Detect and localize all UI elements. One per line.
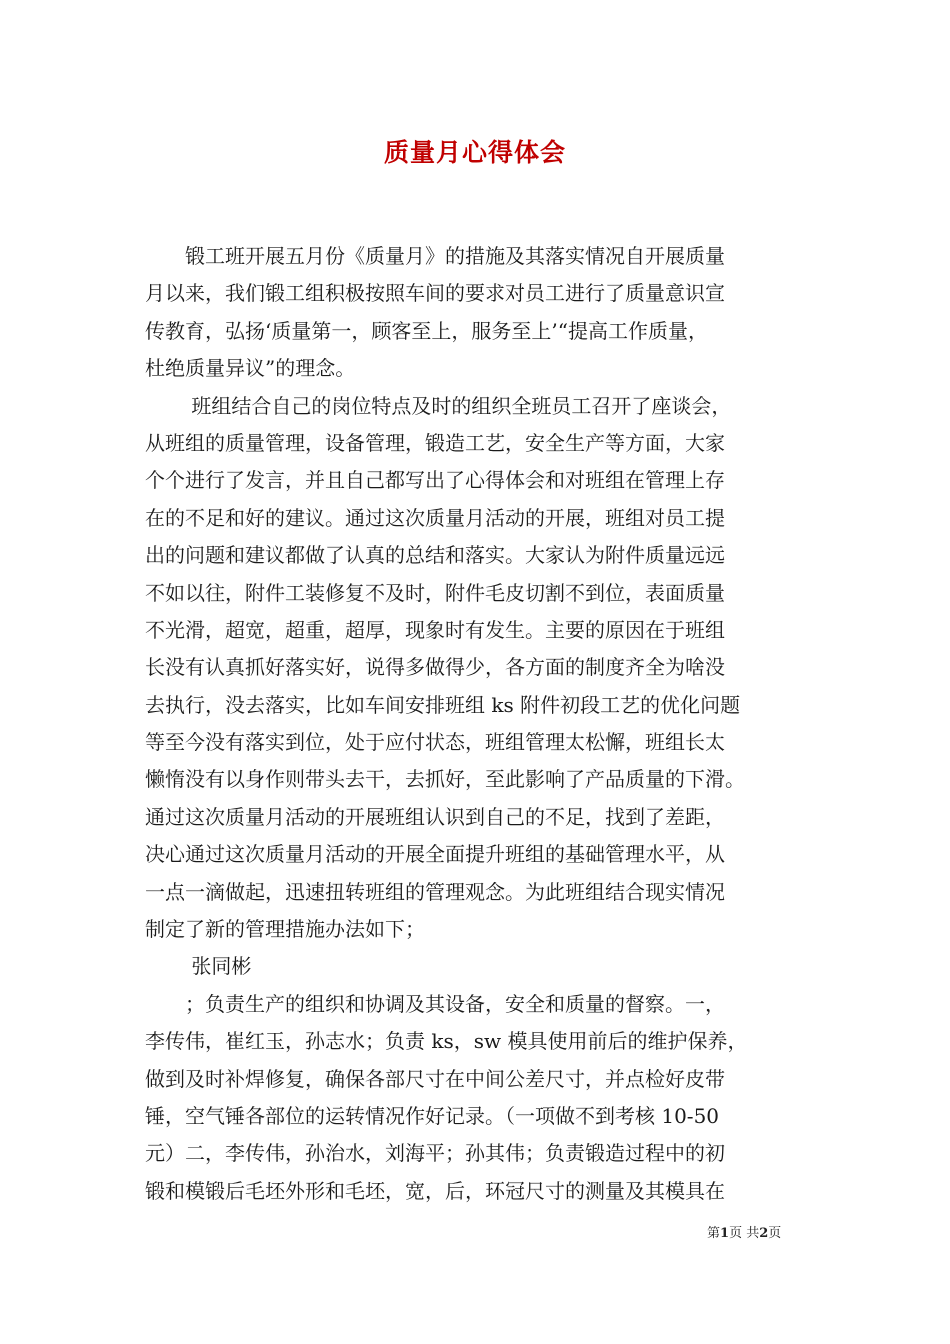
page-footer	[707, 1222, 781, 1241]
body-line: 元）二，李传伟，孙治水，刘海平；孙其伟；负责锻造过程中的初	[145, 1141, 725, 1166]
document-body	[145, 238, 825, 1210]
body-line: 锻和模锻后毛坯外形和毛坯，宽，后，环冠尺寸的测量及其模具在	[145, 1178, 725, 1203]
body-line: 不如以往，附件工装修复不及时，附件毛皮切割不到位，表面质量	[145, 580, 725, 605]
body-line: 李传伟，崔红玉，孙志水；负责 ks，sw 模具使用前后的维护保养，	[145, 1029, 748, 1054]
body-line: 在的不足和好的建议。通过这次质量月活动的开展，班组对员工提	[145, 505, 725, 530]
body-line: 班组结合自己的岗位特点及时的组织全班员工召开了座谈会，	[145, 393, 732, 418]
body-line: ；负责生产的组织和协调及其设备，安全和质量的督察。一，	[145, 991, 725, 1016]
footer-suffix: 页	[768, 1226, 782, 1241]
body-line: 传教育，弘扬‘质量第一，顾客至上，服务至上’“提高工作质量，	[145, 318, 708, 343]
body-line: 做到及时补焊修复，确保各部尺寸在中间公差尺寸，并点检好皮带	[145, 1066, 725, 1091]
body-line: 制定了新的管理措施办法如下；	[145, 917, 425, 942]
body-line: 一点一滴做起，迅速扭转班组的管理观念。为此班组结合现实情况	[145, 879, 725, 904]
body-line: 月以来，我们锻工组积极按照车间的要求对员工进行了质量意识宣	[145, 281, 725, 306]
footer-page-number: 1	[720, 1226, 730, 1241]
body-line: 锤，空气锤各部位的运转情况作好记录。（一项做不到考核 10-50	[145, 1103, 720, 1128]
body-line: 锻工班开展五月份《质量月》的措施及其落实情况自开展质量	[145, 244, 725, 268]
document-title: 质量月心得体会	[383, 138, 566, 167]
body-line: 等至今没有落实到位，处于应付状态，班组管理太松懈，班组长太	[145, 730, 725, 755]
body-line: 懒惰没有以身作则带头去干，去抓好，至此影响了产品质量的下滑。	[145, 767, 745, 792]
footer-prefix: 第	[707, 1226, 721, 1241]
body-line: 出的问题和建议都做了认真的总结和落实。大家认为附件质量远远	[145, 543, 725, 568]
body-line: 张同彬	[145, 954, 252, 979]
body-line: 去执行，没去落实，比如车间安排班组 ks 附件初段工艺的优化问题	[145, 692, 741, 717]
footer-total-pages: 2	[759, 1226, 769, 1241]
body-line: 从班组的质量管理，设备管理，锻造工艺，安全生产等方面，大家	[145, 430, 725, 455]
body-line: 杜绝质量异议”的理念。	[145, 356, 356, 381]
body-line: 不光滑，超宽，超重，超厚，现象时有发生。主要的原因在于班组	[145, 617, 725, 642]
body-line: 通过这次质量月活动的开展班组认识到自己的不足，找到了差距，	[145, 804, 725, 829]
footer-middle: 页 共	[729, 1226, 760, 1241]
body-line: 决心通过这次质量月活动的开展全面提升班组的基础管理水平，从	[145, 842, 725, 867]
body-line: 个个进行了发言，并且自己都写出了心得体会和对班组在管理上存	[145, 468, 725, 493]
body-line: 长没有认真抓好落实好，说得多做得少，各方面的制度齐全为啥没	[145, 655, 725, 680]
